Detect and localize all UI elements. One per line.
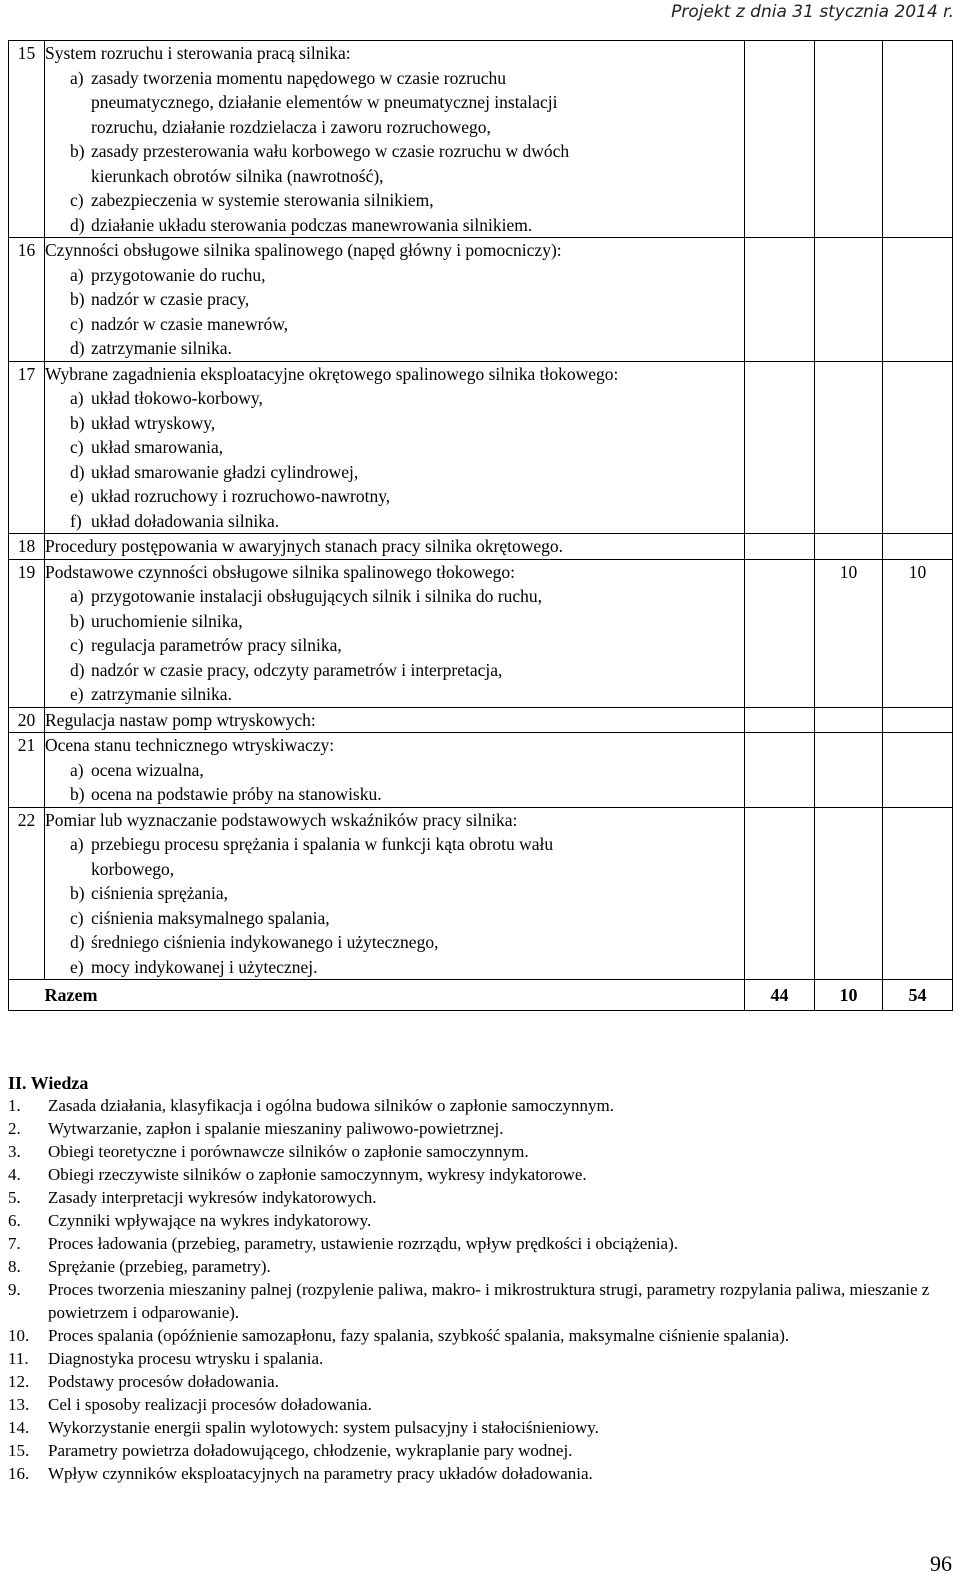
list-item-text: Wpływ czynników eksploatacyjnych na parametry pracy układów doładowania. bbox=[48, 1464, 593, 1483]
subitem-label: a) bbox=[70, 834, 84, 854]
subitem-line: nadzór w czasie pracy, bbox=[91, 289, 250, 309]
subitem-line: zabezpieczenia w systemie sterowania silnikiem, bbox=[91, 190, 434, 210]
subitem-text bbox=[91, 411, 215, 436]
subitem-text bbox=[91, 509, 279, 534]
row-number: 17 bbox=[9, 361, 45, 534]
row-subitem bbox=[45, 287, 744, 312]
row-content bbox=[45, 534, 745, 560]
subitem-text bbox=[91, 66, 557, 140]
page-number: 96 bbox=[930, 1551, 952, 1576]
subitem-line: rozruchu, działanie rozdzielacza i zaworu rozruchowego, bbox=[91, 116, 491, 137]
subitem-line: zasady tworzenia momentu napędowego w czasie rozruchu bbox=[91, 67, 506, 88]
subitem-line: układ doładowania silnika. bbox=[91, 510, 280, 531]
subitem-label: a) bbox=[70, 759, 84, 780]
list-item-text: Czynniki wpływające na wykres indykatorowy. bbox=[48, 1211, 372, 1230]
total-row bbox=[9, 980, 953, 1011]
subitem-label: a) bbox=[70, 67, 84, 88]
list-item-number: 11. bbox=[8, 1349, 29, 1368]
hours-cell-v3 bbox=[883, 807, 953, 980]
row-subitem bbox=[45, 584, 744, 609]
subitem-line: nadzór w czasie pracy, odczyty parametrów i interpretacja, bbox=[91, 659, 503, 680]
subitem-label: b) bbox=[70, 141, 85, 161]
list-item-number: 7. bbox=[8, 1234, 21, 1253]
row-subitem bbox=[45, 930, 744, 955]
list-item bbox=[8, 1140, 948, 1163]
row-subitem bbox=[45, 906, 744, 931]
subitem-line: uruchomienie silnika, bbox=[91, 610, 243, 631]
hours-cell-v1 bbox=[745, 707, 815, 733]
subitem-label: a) bbox=[70, 388, 84, 408]
subitem-line: zatrzymanie silnika. bbox=[91, 338, 232, 358]
subitem-line: zatrzymanie silnika. bbox=[91, 684, 232, 704]
subitem-label: b) bbox=[70, 289, 85, 309]
list-item-text: Parametry powietrza doładowującego, chłodzenie, wykraplanie pary wodnej. bbox=[48, 1441, 573, 1460]
subitem-line: ciśnienia sprężania, bbox=[91, 883, 229, 903]
total-empty-cell bbox=[9, 980, 45, 1011]
subitem-text bbox=[91, 658, 502, 683]
list-item bbox=[8, 1163, 948, 1186]
list-item bbox=[8, 1462, 948, 1485]
row-subitem bbox=[45, 386, 744, 411]
row-subitem bbox=[45, 682, 744, 707]
subitem-text bbox=[91, 881, 228, 906]
subitem-line: mocy indykowanej i użytecznej. bbox=[91, 956, 318, 977]
hours-cell-v3: 10 bbox=[883, 559, 953, 707]
subitem-text bbox=[91, 139, 569, 188]
list-item bbox=[8, 1094, 948, 1117]
list-item-number: 9. bbox=[8, 1280, 21, 1299]
subitem-line: ocena wizualna, bbox=[91, 759, 204, 780]
hours-cell-v2 bbox=[815, 707, 883, 733]
subitem-label: d) bbox=[70, 461, 85, 482]
row-title: Czynności obsługowe silnika spalinowego (napęd główny i pomocniczy): bbox=[45, 240, 562, 260]
subitem-text bbox=[91, 782, 382, 807]
row-content bbox=[45, 238, 745, 362]
row-subitem bbox=[45, 460, 744, 485]
table-row bbox=[9, 807, 953, 980]
subitem-label: e) bbox=[70, 956, 84, 977]
row-number: 21 bbox=[9, 733, 45, 808]
subitem-label: a) bbox=[70, 586, 84, 606]
table-row bbox=[9, 361, 953, 534]
subitem-label: c) bbox=[70, 907, 84, 928]
subitem-label: b) bbox=[70, 610, 85, 631]
table-row bbox=[9, 707, 953, 733]
subitem-label: c) bbox=[70, 313, 84, 334]
row-subitem bbox=[45, 213, 744, 238]
row-subitem bbox=[45, 336, 744, 361]
list-item-number: 10. bbox=[8, 1326, 30, 1345]
list-item bbox=[8, 1439, 948, 1462]
list-item bbox=[8, 1186, 948, 1209]
subitem-text bbox=[91, 213, 532, 238]
subitem-label: c) bbox=[70, 190, 84, 210]
row-subitem bbox=[45, 411, 744, 436]
subitem-line: ciśnienia maksymalnego spalania, bbox=[91, 907, 330, 928]
subitem-label: b) bbox=[70, 883, 85, 903]
subitem-text bbox=[91, 832, 553, 881]
hours-cell-v1 bbox=[745, 733, 815, 808]
list-item-number: 5. bbox=[8, 1188, 21, 1207]
subitem-text bbox=[91, 263, 265, 288]
list-item bbox=[8, 1370, 948, 1393]
list-item bbox=[8, 1347, 948, 1370]
row-subitem bbox=[45, 758, 744, 783]
table-row bbox=[9, 41, 953, 238]
knowledge-list bbox=[8, 1094, 948, 1485]
total-value-v3: 54 bbox=[883, 980, 953, 1011]
row-subitem bbox=[45, 509, 744, 534]
hours-cell-v2 bbox=[815, 361, 883, 534]
subitem-line: korbowego, bbox=[91, 858, 175, 879]
hours-cell-v1 bbox=[745, 807, 815, 980]
list-item-text: Obiegi teoretyczne i porównawcze silników o zapłonie samoczynnym. bbox=[48, 1142, 529, 1161]
table-row bbox=[9, 733, 953, 808]
row-subitem bbox=[45, 66, 744, 140]
document-header: Projekt z dnia 31 stycznia 2014 r. bbox=[671, 2, 954, 22]
row-subitem bbox=[45, 188, 744, 213]
hours-cell-v1 bbox=[745, 534, 815, 560]
subitem-line: układ tłokowo-korbowy, bbox=[91, 388, 263, 408]
hours-cell-v1 bbox=[745, 238, 815, 362]
row-subitem bbox=[45, 955, 744, 980]
subitem-text bbox=[91, 584, 542, 609]
row-content bbox=[45, 733, 745, 808]
list-item bbox=[8, 1416, 948, 1439]
list-item-text: Obiegi rzeczywiste silników o zapłonie samoczynnym, wykresy indykatorowe. bbox=[48, 1165, 587, 1184]
list-item-text: Podstawy procesów doładowania. bbox=[48, 1372, 279, 1391]
hours-cell-v3 bbox=[883, 707, 953, 733]
row-content bbox=[45, 361, 745, 534]
subitem-line: średniego ciśnienia indykowanego i użytecznego, bbox=[91, 932, 439, 952]
row-title: Pomiar lub wyznaczanie podstawowych wskaźników pracy silnika: bbox=[45, 809, 518, 830]
subitem-text bbox=[91, 435, 223, 460]
hours-cell-v3 bbox=[883, 361, 953, 534]
row-title: Podstawowe czynności obsługowe silnika spalinowego tłokowego: bbox=[45, 561, 516, 582]
subitem-text bbox=[91, 955, 317, 980]
list-item-text: Wykorzystanie energii spalin wylotowych: system pulsacyjny i stałociśnieniowy. bbox=[48, 1418, 599, 1437]
row-subitem bbox=[45, 609, 744, 634]
subitem-text bbox=[91, 633, 342, 658]
table-row bbox=[9, 559, 953, 707]
subitem-line: układ wtryskowy, bbox=[91, 412, 216, 433]
list-item-text: Sprężanie (przebieg, parametry). bbox=[48, 1257, 271, 1276]
subitem-text bbox=[91, 930, 438, 955]
subitem-text bbox=[91, 386, 263, 411]
row-title: Regulacja nastaw pomp wtryskowych: bbox=[45, 709, 316, 730]
row-number: 20 bbox=[9, 707, 45, 733]
subitem-text bbox=[91, 312, 288, 337]
hours-cell-v3 bbox=[883, 238, 953, 362]
subitem-label: e) bbox=[70, 486, 84, 506]
hours-cell-v2 bbox=[815, 238, 883, 362]
list-item-number: 4. bbox=[8, 1165, 21, 1184]
table-row bbox=[9, 534, 953, 560]
row-number: 18 bbox=[9, 534, 45, 560]
subitem-label: b) bbox=[70, 784, 85, 804]
table-row bbox=[9, 238, 953, 362]
subitem-text bbox=[91, 484, 390, 509]
list-item-number: 8. bbox=[8, 1257, 21, 1276]
list-item-number: 2. bbox=[8, 1119, 21, 1138]
subitem-label: d) bbox=[70, 932, 85, 952]
subitem-text bbox=[91, 682, 232, 707]
subitem-text bbox=[91, 188, 434, 213]
list-item bbox=[8, 1278, 948, 1324]
subitem-label: d) bbox=[70, 338, 85, 358]
row-subitem bbox=[45, 139, 744, 188]
total-label: Razem bbox=[45, 980, 745, 1011]
row-content bbox=[45, 807, 745, 980]
row-subitem bbox=[45, 782, 744, 807]
list-item-text: Cel i sposoby realizacji procesów doładowania. bbox=[48, 1395, 372, 1414]
hours-cell-v3 bbox=[883, 733, 953, 808]
list-item-number: 13. bbox=[8, 1395, 30, 1414]
row-content bbox=[45, 559, 745, 707]
row-title: Ocena stanu technicznego wtryskiwaczy: bbox=[45, 735, 335, 755]
row-subitem bbox=[45, 658, 744, 683]
list-item-text: Wytwarzanie, zapłon i spalanie mieszaniny paliwowo-powietrznej. bbox=[48, 1119, 504, 1138]
subitem-line: przygotowanie do ruchu, bbox=[91, 264, 266, 285]
subitem-line: ocena na podstawie próby na stanowisku. bbox=[91, 784, 382, 804]
hours-cell-v2 bbox=[815, 733, 883, 808]
list-item-text: Diagnostyka procesu wtrysku i spalania. bbox=[48, 1349, 324, 1368]
list-item-number: 12. bbox=[8, 1372, 30, 1391]
list-item-number: 6. bbox=[8, 1211, 21, 1230]
subitem-label: c) bbox=[70, 437, 84, 457]
row-number: 15 bbox=[9, 41, 45, 238]
list-item-number: 16. bbox=[8, 1464, 30, 1483]
subitem-line: kierunkach obrotów silnika (nawrotność), bbox=[91, 165, 384, 186]
row-number: 22 bbox=[9, 807, 45, 980]
subitem-line: układ rozruchowy i rozruchowo-nawrotny, bbox=[91, 486, 391, 506]
total-value-v1: 44 bbox=[745, 980, 815, 1011]
list-item-number: 3. bbox=[8, 1142, 21, 1161]
list-item-text: Proces tworzenia mieszaniny palnej (rozpylenie paliwa, makro- i mikrostruktura strugi, parametry rozpylania paliwa, mieszanie z powietrzem i odparowanie). bbox=[48, 1280, 930, 1322]
subitem-label: f) bbox=[70, 510, 82, 531]
row-subitem bbox=[45, 881, 744, 906]
section-title: II. Wiedza bbox=[8, 1073, 89, 1093]
hours-cell-v3 bbox=[883, 41, 953, 238]
subitem-line: zasady przesterowania wału korbowego w czasie rozruchu w dwóch bbox=[91, 141, 570, 161]
list-item bbox=[8, 1232, 948, 1255]
knowledge-section bbox=[8, 1072, 948, 1485]
subitem-line: układ smarowanie gładzi cylindrowej, bbox=[91, 461, 359, 482]
subitem-line: przygotowanie instalacji obsługujących silnik i silnika do ruchu, bbox=[91, 586, 543, 606]
subitem-label: b) bbox=[70, 412, 85, 433]
hours-cell-v2 bbox=[815, 41, 883, 238]
list-item bbox=[8, 1255, 948, 1278]
list-item-text: Proces ładowania (przebieg, parametry, ustawienie rozrządu, wpływ prędkości i obciążenia). bbox=[48, 1234, 678, 1253]
row-title: Wybrane zagadnienia eksploatacyjne okrętowego spalinowego silnika tłokowego: bbox=[45, 363, 619, 384]
list-item bbox=[8, 1209, 948, 1232]
list-item bbox=[8, 1393, 948, 1416]
row-number: 19 bbox=[9, 559, 45, 707]
hours-cell-v3 bbox=[883, 534, 953, 560]
subitem-text bbox=[91, 287, 249, 312]
list-item-text: Proces spalania (opóźnienie samozapłonu, fazy spalania, szybkość spalania, maksymalne ciśnienie spalania). bbox=[48, 1326, 790, 1345]
subitem-label: a) bbox=[70, 264, 84, 285]
row-content bbox=[45, 41, 745, 238]
subitem-line: pneumatycznego, działanie elementów w pneumatycznej instalacji bbox=[91, 92, 558, 112]
list-item-number: 14. bbox=[8, 1418, 30, 1437]
hours-cell-v2 bbox=[815, 534, 883, 560]
subitem-line: działanie układu sterowania podczas manewrowania silnikiem. bbox=[91, 214, 533, 235]
subitem-text bbox=[91, 336, 232, 361]
row-number: 16 bbox=[9, 238, 45, 362]
subitem-label: d) bbox=[70, 659, 85, 680]
list-item-text: Zasada działania, klasyfikacja i ogólna budowa silników o zapłonie samoczynnym. bbox=[48, 1096, 615, 1115]
hours-cell-v1 bbox=[745, 559, 815, 707]
subitem-text bbox=[91, 758, 204, 783]
row-content bbox=[45, 707, 745, 733]
list-item-text: Zasady interpretacji wykresów indykatorowych. bbox=[48, 1188, 377, 1207]
subitem-line: nadzór w czasie manewrów, bbox=[91, 313, 289, 334]
list-item-number: 1. bbox=[8, 1096, 21, 1115]
row-subitem bbox=[45, 263, 744, 288]
hours-cell-v2: 10 bbox=[815, 559, 883, 707]
total-value-v2: 10 bbox=[815, 980, 883, 1011]
subitem-label: c) bbox=[70, 635, 84, 655]
subitem-line: regulacja parametrów pracy silnika, bbox=[91, 635, 342, 655]
hours-cell-v2 bbox=[815, 807, 883, 980]
row-subitem bbox=[45, 312, 744, 337]
row-title: Procedury postępowania w awaryjnych stanach pracy silnika okrętowego. bbox=[45, 536, 564, 556]
hours-cell-v1 bbox=[745, 41, 815, 238]
row-subitem bbox=[45, 832, 744, 881]
list-item-number: 15. bbox=[8, 1441, 30, 1460]
subitem-text bbox=[91, 906, 330, 931]
subitem-line: układ smarowania, bbox=[91, 437, 224, 457]
subitem-label: d) bbox=[70, 214, 85, 235]
row-subitem bbox=[45, 484, 744, 509]
row-title: System rozruchu i sterowania pracą silnika: bbox=[45, 43, 351, 63]
program-table bbox=[8, 40, 953, 1011]
subitem-text bbox=[91, 460, 358, 485]
row-subitem bbox=[45, 633, 744, 658]
subitem-label: e) bbox=[70, 684, 84, 704]
hours-cell-v1 bbox=[745, 361, 815, 534]
subitem-text bbox=[91, 609, 243, 634]
list-item bbox=[8, 1324, 948, 1347]
row-subitem bbox=[45, 435, 744, 460]
list-item bbox=[8, 1117, 948, 1140]
subitem-line: przebiegu procesu sprężania i spalania w funkcji kąta obrotu wału bbox=[91, 834, 554, 854]
